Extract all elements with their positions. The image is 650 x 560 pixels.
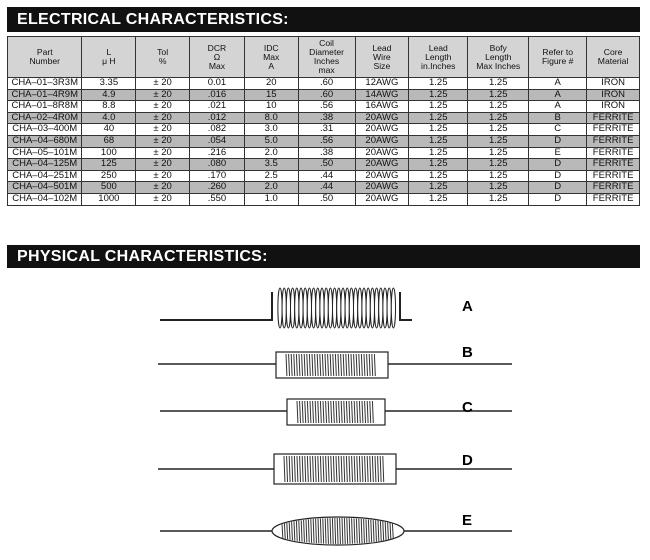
table-cell: .550 [190, 193, 245, 205]
column-header-line: Diameter [309, 47, 344, 57]
table-cell: ± 20 [136, 170, 190, 182]
coil-turn [349, 288, 353, 328]
coil-turn [341, 288, 345, 328]
table-cell: 1.25 [468, 89, 529, 101]
table-cell: .60 [298, 89, 355, 101]
column-header [82, 37, 136, 78]
table-cell: CHA–04–680M [8, 135, 82, 147]
table-cell: CHA–01–4R9M [8, 89, 82, 101]
table-cell: CHA–04–125M [8, 159, 82, 171]
inductor-figure-b [158, 344, 512, 378]
column-header-line: Coil [319, 38, 334, 48]
table-cell: 100 [82, 147, 136, 159]
table-cell: 20AWG [355, 112, 409, 124]
table-cell: 1.25 [409, 170, 468, 182]
table-cell: FERRITE [587, 135, 640, 147]
table-cell: 15 [244, 89, 298, 101]
table-cell: D [529, 182, 587, 194]
table-cell: .60 [298, 78, 355, 90]
table-cell: 16AWG [355, 101, 409, 113]
coil-turn [366, 288, 370, 328]
table-cell: 1.25 [468, 147, 529, 159]
coil-turn [337, 288, 341, 328]
column-header [8, 37, 82, 78]
table-cell: .38 [298, 112, 355, 124]
table-cell: 1.25 [409, 193, 468, 205]
figure-label-c: C [462, 399, 473, 416]
table-cell: .31 [298, 124, 355, 136]
coil-turn [278, 288, 282, 328]
table-cell: CHA–05–101M [8, 147, 82, 159]
column-header-line: Core [603, 47, 623, 57]
table-cell: D [529, 159, 587, 171]
table-cell: 8.8 [82, 101, 136, 113]
table-cell: 500 [82, 182, 136, 194]
table-cell: 1.25 [468, 112, 529, 124]
table-cell: 40 [82, 124, 136, 136]
table-cell: 4.0 [82, 112, 136, 124]
coil-turn [387, 288, 391, 328]
column-header [190, 37, 245, 78]
table-cell: 1.25 [409, 101, 468, 113]
table-row [8, 193, 640, 205]
table-cell: .56 [298, 101, 355, 113]
table-cell: 1.25 [468, 78, 529, 90]
table-cell: 20AWG [355, 147, 409, 159]
coil-turn [324, 288, 328, 328]
table-row [8, 170, 640, 182]
table-cell: .080 [190, 159, 245, 171]
column-header-line: A [268, 60, 275, 71]
table-cell: 1.25 [409, 159, 468, 171]
column-header-line: IDC [263, 42, 279, 53]
table-cell: .054 [190, 135, 245, 147]
coil-turn [379, 288, 383, 328]
column-header [587, 37, 640, 78]
table-cell: 2.0 [244, 147, 298, 159]
table-cell: D [529, 135, 587, 147]
column-header-line: Tol [157, 47, 169, 57]
table-cell: ± 20 [136, 147, 190, 159]
table-cell: ± 20 [136, 124, 190, 136]
table-cell: 20AWG [355, 193, 409, 205]
table-cell: 1.25 [409, 147, 468, 159]
table-cell: 1.25 [409, 78, 468, 90]
column-header [529, 37, 587, 78]
table-row [8, 124, 640, 136]
table-cell: 3.35 [82, 78, 136, 90]
table-cell: 3.0 [244, 124, 298, 136]
table-cell: 2.5 [244, 170, 298, 182]
table-cell: 1.25 [409, 135, 468, 147]
column-header-line: Size [373, 60, 391, 71]
coil-turn [303, 288, 307, 328]
table-cell: ± 20 [136, 135, 190, 147]
table-cell: FERRITE [587, 170, 640, 182]
table-cell: IRON [587, 78, 640, 90]
table-cell: CHA–01–3R3M [8, 78, 82, 90]
table-row [8, 101, 640, 113]
table-cell: .44 [298, 182, 355, 194]
table-cell: 14AWG [355, 89, 409, 101]
column-header-line: Refer to [542, 47, 573, 57]
table-cell: 20AWG [355, 170, 409, 182]
column-header [468, 37, 529, 78]
table-cell: 20AWG [355, 182, 409, 194]
coil-turn [320, 288, 324, 328]
column-header-line: Figure # [541, 56, 574, 66]
column-header-line: in.Inches [421, 60, 456, 71]
table-cell: 68 [82, 135, 136, 147]
table-cell: .56 [298, 135, 355, 147]
table-cell: D [529, 170, 587, 182]
inductor-figure-c [160, 399, 512, 425]
table-cell: D [529, 193, 587, 205]
coil-turn [291, 288, 295, 328]
electrical-characteristics-table [7, 36, 640, 206]
physical-characteristics-heading: PHYSICAL CHARACTERISTICS: [7, 245, 640, 268]
table-cell: 5.0 [244, 135, 298, 147]
table-cell: ± 20 [136, 101, 190, 113]
column-header-line: Max Inches [476, 60, 521, 71]
table-cell: ± 20 [136, 182, 190, 194]
table-cell: 12AWG [355, 78, 409, 90]
coil-turn [333, 288, 337, 328]
table-row [8, 147, 640, 159]
column-header [136, 37, 190, 78]
table-cell: CHA–02–4R0M [8, 112, 82, 124]
table-cell: 250 [82, 170, 136, 182]
coil-turn [391, 288, 395, 328]
table-cell: 1.25 [468, 170, 529, 182]
coil-turn [375, 288, 379, 328]
column-header-line: Max [208, 60, 226, 71]
table-cell: .38 [298, 147, 355, 159]
table-cell: 1.25 [468, 101, 529, 113]
table-cell: IRON [587, 89, 640, 101]
table-cell: 1.25 [468, 159, 529, 171]
column-header-line: DCR [207, 42, 227, 53]
table-cell: A [529, 101, 587, 113]
table-cell: 1000 [82, 193, 136, 205]
inductor-figure-a [160, 288, 473, 328]
column-header-line: Number [29, 56, 61, 66]
inductor-figure-e [160, 512, 512, 545]
figure-label-e: E [462, 512, 473, 529]
table-cell: 20AWG [355, 135, 409, 147]
table-cell: ± 20 [136, 159, 190, 171]
column-header-line: Part [36, 47, 53, 57]
coil-turn [316, 288, 320, 328]
table-cell: 20AWG [355, 124, 409, 136]
table-cell: 20 [244, 78, 298, 90]
coil-turn [370, 288, 374, 328]
table-cell: CHA–03–400M [8, 124, 82, 136]
table-cell: FERRITE [587, 124, 640, 136]
coil-turn [362, 288, 366, 328]
table-cell: 125 [82, 159, 136, 171]
column-header-line: Wire [373, 51, 391, 62]
column-header-line: Length [485, 51, 512, 62]
column-header [355, 37, 409, 78]
table-cell: A [529, 89, 587, 101]
table-cell: CHA–04–251M [8, 170, 82, 182]
table-row [8, 159, 640, 171]
table-cell: C [529, 124, 587, 136]
table-cell: 1.25 [468, 124, 529, 136]
table-cell: FERRITE [587, 147, 640, 159]
table-row [8, 135, 640, 147]
column-header-line: L [106, 47, 112, 57]
table-cell: FERRITE [587, 159, 640, 171]
column-header-line: Max [263, 51, 280, 62]
column-header-line: Ω [213, 51, 221, 62]
table-cell: 1.25 [409, 124, 468, 136]
table-cell: ± 20 [136, 89, 190, 101]
table-cell: 3.5 [244, 159, 298, 171]
coil-turn [299, 288, 303, 328]
table-cell: .021 [190, 101, 245, 113]
coil-turn [282, 288, 286, 328]
column-header [409, 37, 468, 78]
column-header-line: μ H [102, 56, 116, 66]
inductor-figure-d [158, 452, 512, 484]
table-cell: FERRITE [587, 193, 640, 205]
figure-label-d: D [462, 452, 473, 469]
table-cell: ± 20 [136, 112, 190, 124]
coil-turn [312, 288, 316, 328]
table-cell: CHA–04–102M [8, 193, 82, 205]
table-cell: .016 [190, 89, 245, 101]
coil-turn [345, 288, 349, 328]
coil-turn [286, 288, 290, 328]
table-cell: ± 20 [136, 193, 190, 205]
column-header-line: % [158, 56, 167, 66]
table-cell: .082 [190, 124, 245, 136]
table-cell: 8.0 [244, 112, 298, 124]
coil-turn [307, 288, 311, 328]
column-header-line: Inches [313, 56, 340, 66]
column-header-line: Length [425, 51, 452, 62]
column-header-line: Lead [428, 42, 448, 53]
table-row [8, 182, 640, 194]
table-cell: A [529, 78, 587, 90]
table-cell: .012 [190, 112, 245, 124]
table-cell: .44 [298, 170, 355, 182]
coil-turn [295, 288, 299, 328]
table-cell: E [529, 147, 587, 159]
table-row [8, 89, 640, 101]
table-cell: .50 [298, 193, 355, 205]
figure-label-a: A [462, 298, 473, 315]
table-cell: CHA–01–8R8M [8, 101, 82, 113]
table-cell: 1.25 [409, 89, 468, 101]
table-header-row [8, 37, 640, 78]
table-cell: IRON [587, 101, 640, 113]
figure-label-b: B [462, 344, 473, 361]
table-cell: 10 [244, 101, 298, 113]
column-header-line: max [318, 65, 335, 75]
column-header-line: Lead [372, 42, 392, 53]
table-cell: ± 20 [136, 78, 190, 90]
table-cell: 1.25 [409, 112, 468, 124]
column-header [244, 37, 298, 78]
column-header-line: Material [597, 56, 629, 66]
table-cell: FERRITE [587, 112, 640, 124]
table-cell: 20AWG [355, 159, 409, 171]
coil-turn [354, 288, 358, 328]
table-row [8, 112, 640, 124]
table-cell: .170 [190, 170, 245, 182]
coil-turn [328, 288, 332, 328]
table-row [8, 78, 640, 90]
physical-characteristics-figure [0, 270, 650, 560]
table-cell: .216 [190, 147, 245, 159]
table-cell: 1.25 [409, 182, 468, 194]
table-cell: 1.25 [468, 182, 529, 194]
table-cell: 4.9 [82, 89, 136, 101]
table-cell: 2.0 [244, 182, 298, 194]
coil-turn [358, 288, 362, 328]
table-body [8, 78, 640, 206]
table-cell: 0.01 [190, 78, 245, 90]
table-cell: .50 [298, 159, 355, 171]
table-cell: FERRITE [587, 182, 640, 194]
table-cell: 1.0 [244, 193, 298, 205]
column-header [298, 37, 355, 78]
table-cell: .260 [190, 182, 245, 194]
table-cell: 1.25 [468, 135, 529, 147]
table-cell: 1.25 [468, 193, 529, 205]
coil-turn [383, 288, 387, 328]
column-header-line: Bofy [489, 42, 507, 53]
table-cell: B [529, 112, 587, 124]
table-cell: CHA–04–501M [8, 182, 82, 194]
electrical-characteristics-heading: ELECTRICAL CHARACTERISTICS: [7, 7, 640, 32]
